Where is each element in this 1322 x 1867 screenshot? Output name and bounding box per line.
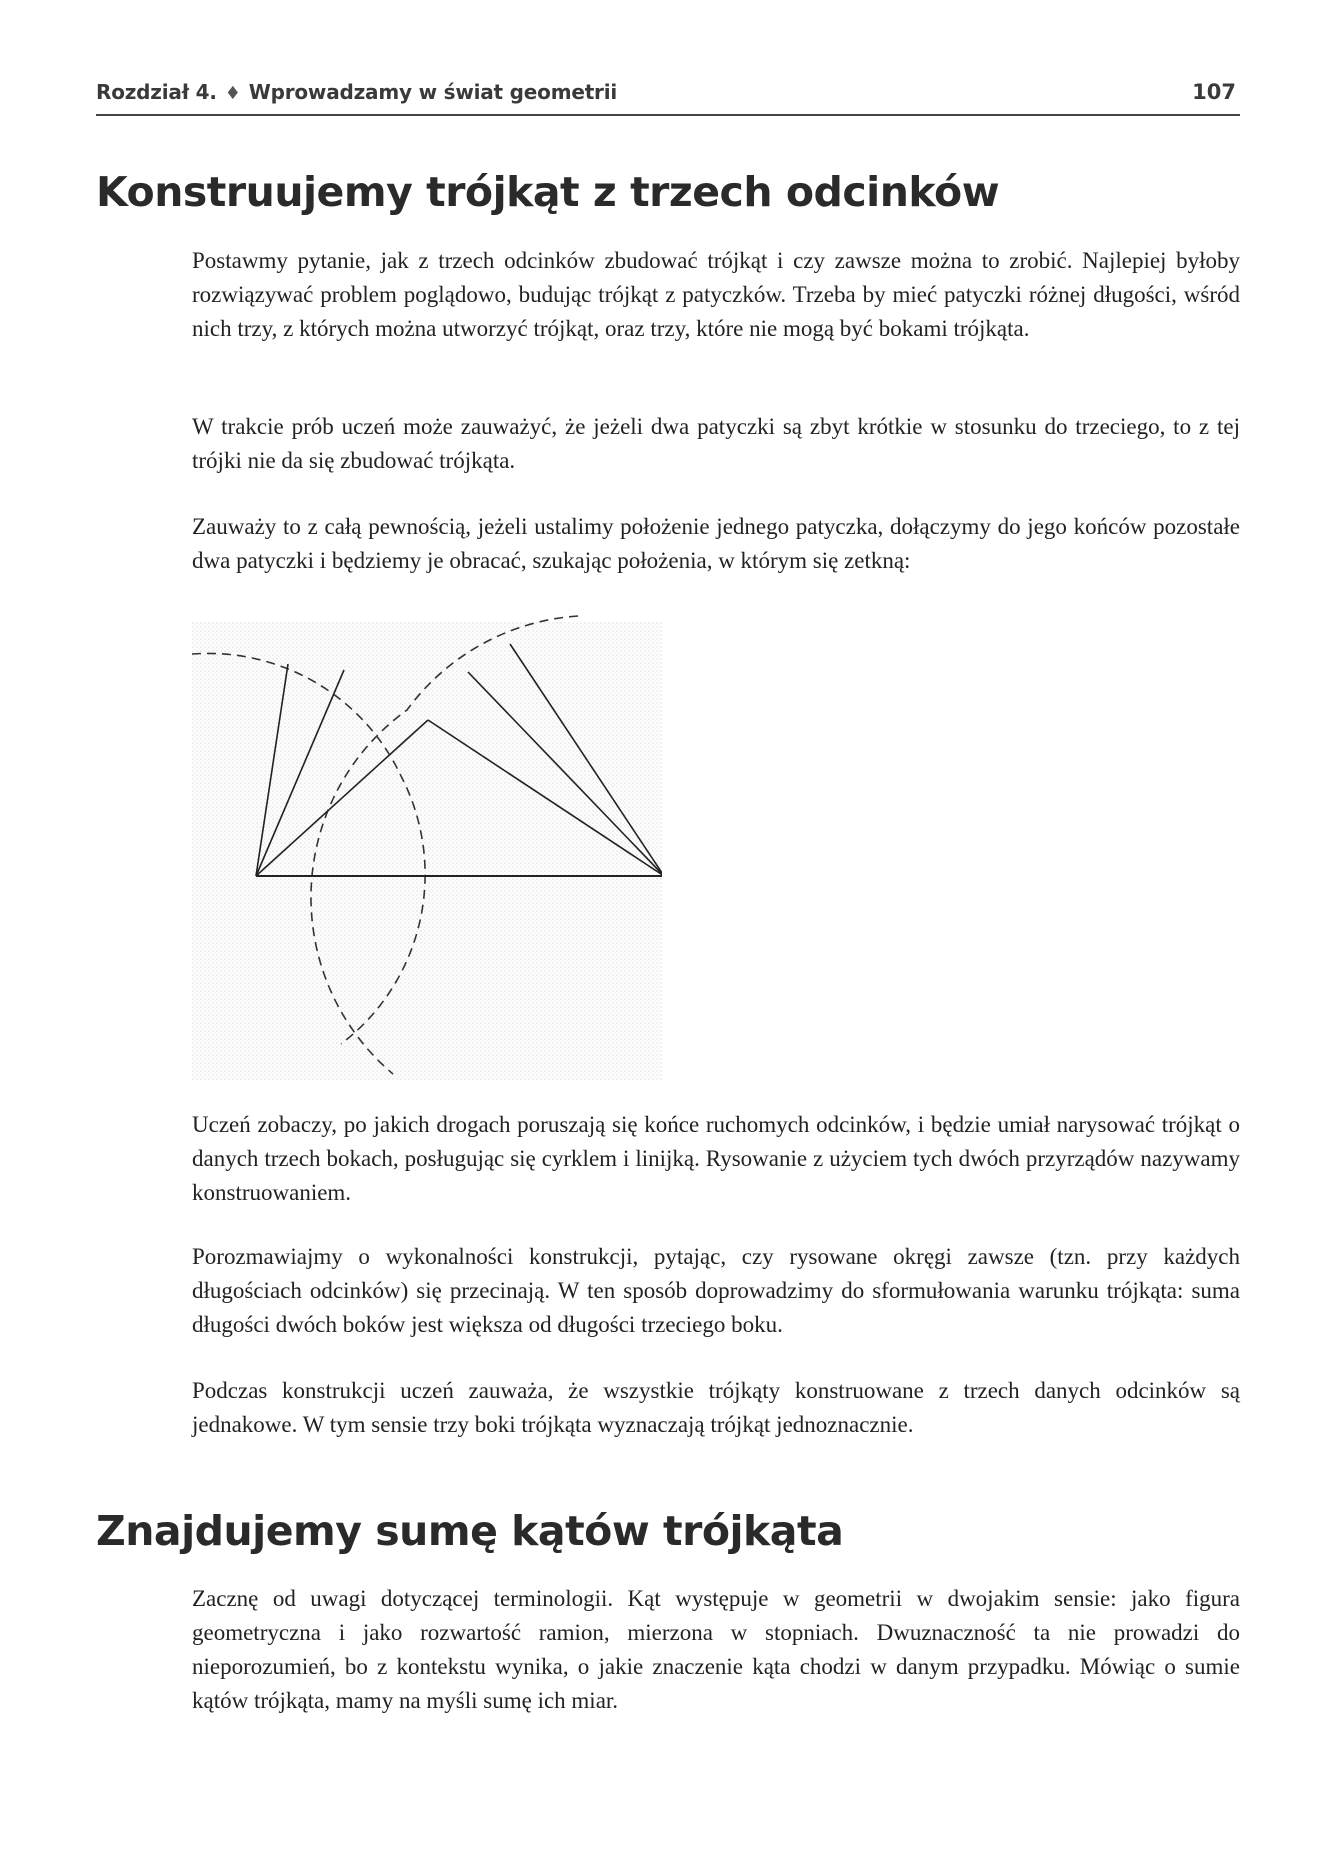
paragraph: Porozmawiajmy o wykonalności konstrukcji, pytając, czy rysowane okręgi zawsze (tzn. przy każdych długościach odcinków) się przecinają. W ten sposób doprowadzimy do sformułowania warunku trójkąta: suma długości dwóch boków jest większa od długości trzeciego boku. [192, 1244, 1240, 1337]
paragraph: Podczas konstrukcji uczeń zauważa, że wszystkie trójkąty konstruowane z trzech danych odcinków są jednakowe. W tym sensie trzy boki trójkąta wyznaczają trójkąt jednoznacznie. [192, 1378, 1240, 1437]
page-number: 107 [1192, 80, 1236, 104]
chapter-label [96, 80, 617, 104]
paragraph: Zauważy to z całą pewnością, jeżeli ustalimy położenie jednego patyczka, dołączymy do jego końców pozostałe dwa patyczki i będziemy je obracać, szukając położenia, w którym się zetkną: [192, 514, 1240, 573]
running-header [96, 74, 1240, 116]
paragraph: Uczeń zobaczy, po jakich drogach poruszają się końce ruchomych odcinków, i będzie umiał narysować trójkąt o danych trzech bokach, posługując się cyrklem i linijką. Rysowanie z użyciem tych dwóch przyrządów nazywamy konstruowaniem. [192, 1112, 1240, 1205]
diamond-separator-icon: ♦ [224, 83, 241, 104]
construction-diagram [192, 614, 662, 1080]
paragraph: Zacznę od uwagi dotyczącej terminologii. Kąt występuje w geometrii w dwojakim sensie: jako figura geometryczna i jako rozwartość ramion, mierzona w stopniach. Dwuznaczność ta nie prowadzi do nieporozumień, bo z kontekstu wynika, o jakie znaczenie kąta chodzi w danym przypadku. Mówiąc o sumie kątów trójkąta, mamy na myśli sumę ich miar. [192, 1586, 1240, 1713]
paragraph: W trakcie prób uczeń może zauważyć, że jeżeli dwa patyczki są zbyt krótkie w stosunku do trzeciego, to z tej trójki nie da się zbudować trójkąta. [192, 414, 1240, 473]
triangle-construction-figure [192, 614, 662, 1080]
chapter-number: Rozdział 4. [96, 80, 217, 104]
section-heading-construct-triangle: Konstruujemy trójkąt z trzech odcinków [96, 168, 1000, 216]
section-heading-angle-sum: Znajdujemy sumę kątów trójkąta [96, 1507, 844, 1555]
chapter-title: Wprowadzamy w świat geometrii [248, 80, 618, 104]
figure-background [192, 622, 662, 1080]
paragraph: Postawmy pytanie, jak z trzech odcinków zbudować trójkąt i czy zawsze można to zrobić. Najlepiej byłoby rozwiązywać problem poglądowo, budując trójkąt z patyczków. Trzeba by mieć patyczki różnej długości, wśród nich trzy, z których można utworzyć trójkąt, oraz trzy, które nie mogą być bokami trójkąta. [192, 248, 1240, 341]
